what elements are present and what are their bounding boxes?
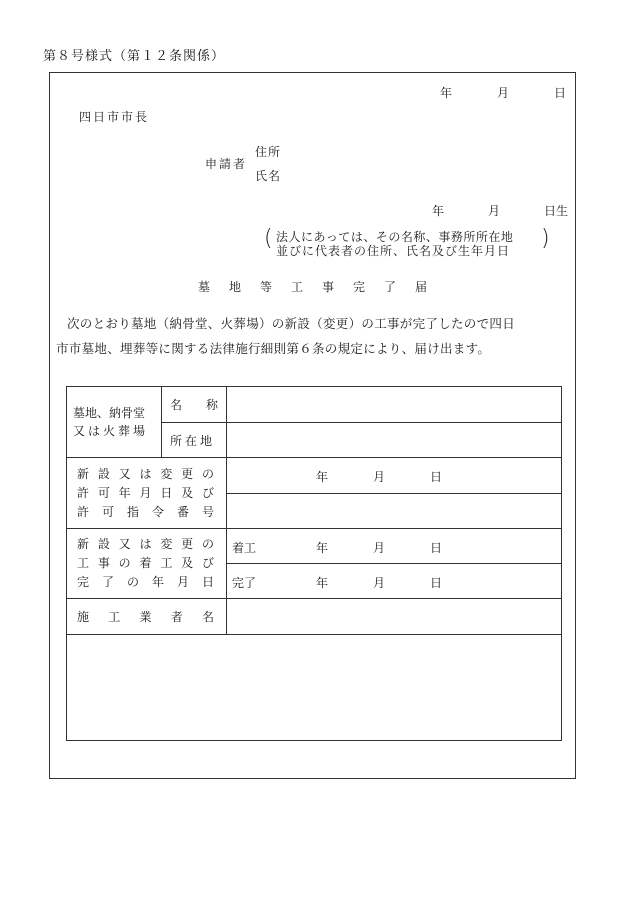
finish-date-field[interactable]: [227, 564, 562, 599]
applicant-label: 申請者: [205, 157, 248, 171]
permit-number-field[interactable]: [227, 494, 562, 529]
submit-date-month: 月: [497, 86, 510, 100]
work-label-3: 完了の年月日: [77, 575, 214, 589]
work-label-2: 工事の着工及び: [77, 556, 214, 570]
contractor-label-cell: 施工業者名: [67, 599, 227, 635]
start-year: 年: [316, 541, 329, 555]
corporate-note-2: 並びに代表者の住所、氏名及び生年月日: [276, 244, 511, 258]
facility-label-1: 墓地、納骨堂: [73, 406, 146, 420]
form-number: 第８号様式（第１２条関係）: [43, 49, 226, 64]
permit-label-1: 新設又は変更の: [77, 466, 214, 481]
finish-month: 月: [373, 576, 386, 590]
permit-label-cell: [67, 458, 227, 529]
addressee: 四日市市長: [79, 110, 150, 124]
start-month: 月: [373, 541, 386, 555]
corporate-note-1: 法人にあっては、その名称、事務所所在地: [276, 230, 514, 244]
finish-day: 日: [430, 576, 443, 590]
work-label-1: 新設又は変更の: [77, 537, 214, 551]
permit-label-2: 許可年月日及び: [77, 485, 214, 500]
address-label: 住所: [255, 145, 282, 159]
birth-month: 月: [488, 204, 501, 218]
contractor-name-field[interactable]: [227, 599, 562, 635]
permit-label-3: 許可指令番号: [77, 504, 214, 519]
start-date-field[interactable]: [227, 529, 562, 564]
permit-month: 月: [373, 470, 386, 484]
body-line-1: 次のとおり墓地（納骨堂、火葬場）の新設（変更）の工事が完了したので四日: [67, 316, 516, 331]
right-paren: ): [541, 226, 550, 251]
remarks-field[interactable]: [67, 635, 562, 741]
submit-date-year: 年: [440, 86, 453, 100]
name-label-cell: 名 称: [162, 387, 227, 423]
work-label-cell: [67, 529, 227, 599]
start-day: 日: [430, 541, 443, 555]
form-title: 墓地等工事完了届: [198, 280, 447, 294]
facility-label-cell: [67, 387, 162, 458]
start-label: 着工: [232, 541, 257, 555]
body-line-2: 市市墓地、埋葬等に関する法律施行細則第６条の規定により、届け出ます。: [56, 341, 491, 356]
left-paren: (: [264, 226, 273, 251]
location-label-cell: 所在地: [162, 423, 227, 458]
permit-year: 年: [316, 470, 329, 484]
facility-label-2: 又は火葬場: [73, 424, 149, 438]
details-table: [66, 386, 562, 741]
submit-date-day: 日: [554, 86, 567, 100]
permit-day: 日: [430, 470, 443, 484]
finish-label: 完了: [232, 576, 257, 590]
facility-name-field[interactable]: [227, 387, 562, 423]
finish-year: 年: [316, 576, 329, 590]
permit-date-field[interactable]: [227, 458, 562, 494]
birth-day: 日生: [544, 204, 569, 218]
birth-year: 年: [432, 204, 445, 218]
name-label: 氏名: [255, 169, 282, 183]
facility-location-field[interactable]: [227, 423, 562, 458]
